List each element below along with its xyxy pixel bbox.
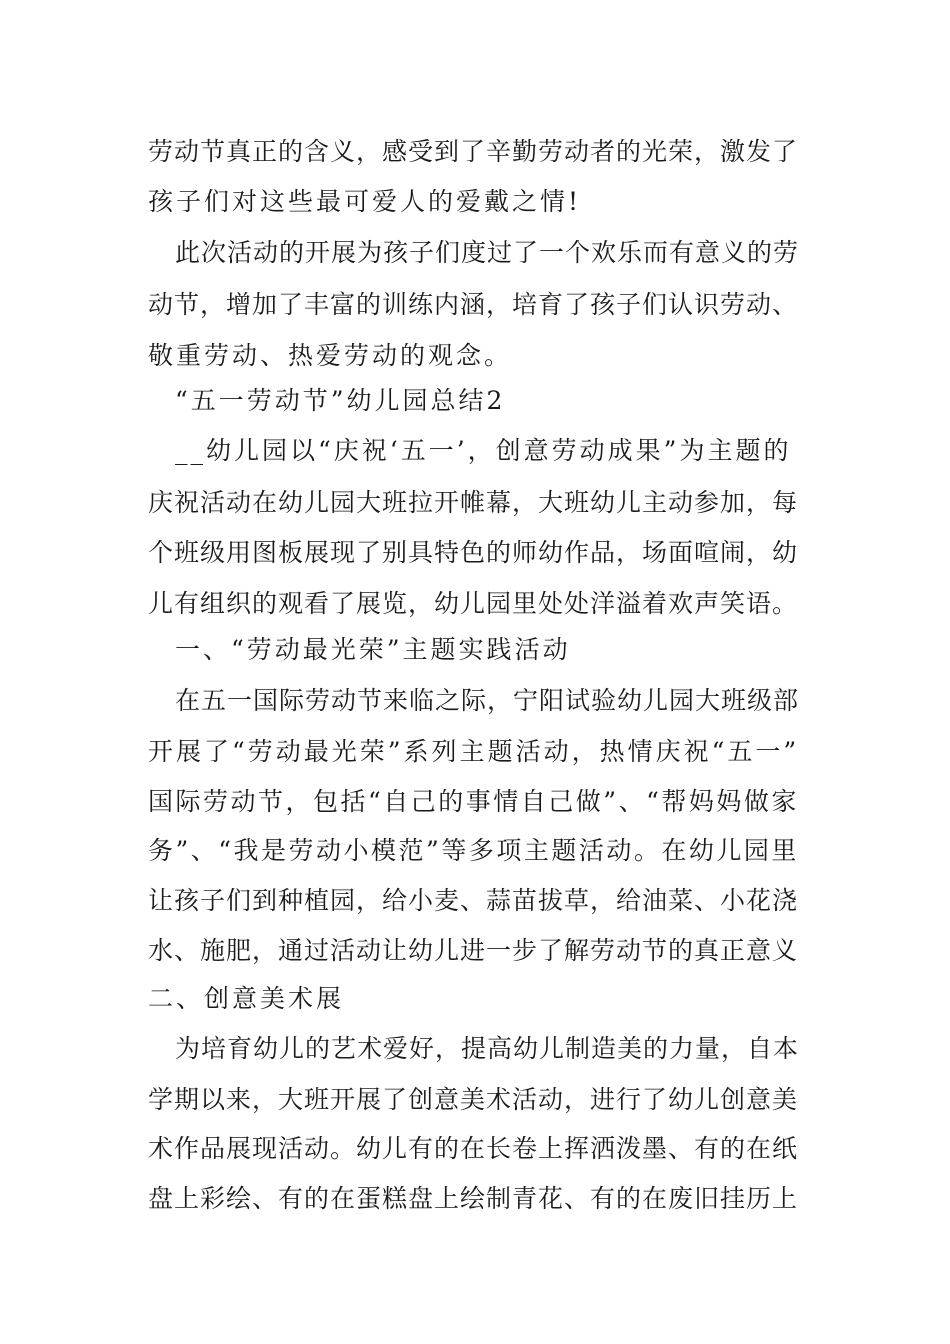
text-line: 在五一国际劳动节来临之际，宁阳试验幼儿园大班级部	[175, 686, 800, 715]
text-line: 国际劳动节，包括“自己的事情自己做”、“帮妈妈做家	[148, 787, 799, 816]
text-line: 动节，增加了丰富的训练内涵，培育了孩子们认识劳动、	[148, 290, 799, 319]
text-line: 孩子们对这些最可爱人的爱戴之情!	[148, 187, 582, 216]
text-line: 学期以来，大班开展了创意美术活动，进行了幼儿创意美	[148, 1085, 799, 1114]
text-line: 术作品展现活动。幼儿有的在长卷上挥洒泼墨、有的在纸	[148, 1134, 799, 1163]
text-line: 劳动节真正的含义，感受到了辛勤劳动者的光荣，激发了	[148, 137, 799, 166]
section-heading: 一、“劳动最光荣”主题实践活动	[175, 635, 571, 664]
text-line: 水、施肥，通过活动让幼儿进一步了解劳动节的真正意义	[148, 936, 799, 965]
text-line: 为培育幼儿的艺术爱好，提高幼儿制造美的力量，自本	[175, 1034, 800, 1063]
text-line: 开展了“劳动最光荣”系列主题活动，热情庆祝“五一”	[148, 737, 800, 766]
text-line: 庆祝活动在幼儿园大班拉开帷幕，大班幼儿主动参加，每	[148, 488, 799, 517]
text-line: 盘上彩绘、有的在蛋糕盘上绘制青花、有的在废旧挂历上	[148, 1184, 799, 1213]
text-line: 个班级用图板展现了别具特色的师幼作品，场面喧闹，幼	[148, 538, 799, 567]
text-line: 此次活动的开展为孩子们度过了一个欢乐而有意义的劳	[175, 238, 800, 267]
text-line: __幼儿园以“庆祝‘五一’，创意劳动成果”为主题的	[175, 436, 792, 465]
text-line: 让孩子们到种植园，给小麦、蒜苗拔草，给油菜、小花浇	[148, 886, 799, 915]
text-line: 务”、“我是劳动小模范”等多项主题活动。在幼儿园里	[148, 836, 799, 865]
text-line: 儿有组织的观看了展览，幼儿园里处处洋溢着欢声笑语。	[148, 589, 799, 618]
section-heading: “五一劳动节”幼儿园总结2	[175, 386, 506, 415]
section-heading: 二、创意美术展	[148, 984, 345, 1013]
text-line: 敬重劳动、热爱劳动的观念。	[148, 341, 513, 370]
